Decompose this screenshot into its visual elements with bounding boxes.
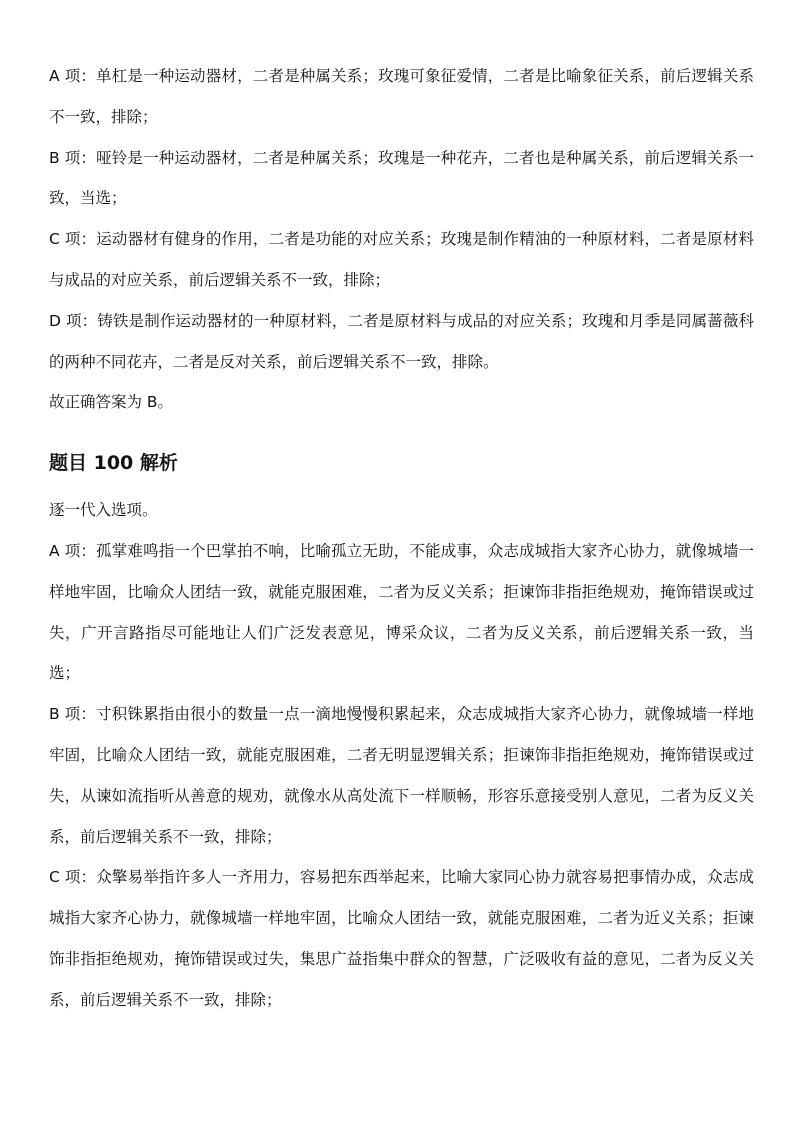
- option-a-analysis: A 项：孤掌难鸣指一个巴掌拍不响，比喻孤立无助，不能成事，众志成城指大家齐心协力，就像城墙一样地牢固，比喻众人团结一致，就能克服困难，二者为反义关系；拒谏饰非指拒绝规劝，掩饰错误或过失，广开言路指尽可能地让人们广泛发表意见，博采众议，二者为反义关系，前后逻辑关系一致，当选；: [49, 541, 754, 683]
- option-d-analysis: D 项：铸铁是制作运动器材的一种原材料，二者是原材料与成品的对应关系；玫瑰和月季是同属蔷薇科的两种不同花卉，二者是反对关系，前后逻辑关系不一致，排除。: [49, 311, 754, 371]
- correct-answer-line: 故正确答案为 B。: [49, 393, 174, 412]
- section-heading: 题目 100 解析: [49, 452, 178, 475]
- document-page: [49, 56, 754, 1021]
- option-a-analysis: A 项：单杠是一种运动器材，二者是种属关系；玫瑰可象征爱情，二者是比喻象征关系，前后逻辑关系不一致，排除；: [49, 67, 754, 126]
- option-b-analysis: B 项：哑铃是一种运动器材，二者是种属关系；玫瑰是一种花卉，二者也是种属关系，前后逻辑关系一致，当选；: [49, 148, 754, 208]
- question-100-section: [49, 448, 754, 1020]
- intro-line: 逐一代入选项。: [49, 501, 158, 520]
- option-b-analysis: B 项：寸积铢累指由很小的数量一点一滴地慢慢积累起来，众志成城指大家齐心协力，就像城墙一样地牢固，比喻众人团结一致，就能克服困难，二者无明显逻辑关系；拒谏饰非指拒绝规劝，掩饰错误或过失，从谏如流指听从善意的规劝，就像水从高处流下一样顺畅，形容乐意接受别人意见，二者为反义关系，前后逻辑关系不一致，排除；: [49, 705, 754, 846]
- option-c-analysis: C 项：运动器材有健身的作用，二者是功能的对应关系；玫瑰是制作精油的一种原材料，二者是原材料与成品的对应关系，前后逻辑关系不一致，排除；: [49, 230, 754, 289]
- option-c-analysis: C 项：众擎易举指许多人一齐用力，容易把东西举起来，比喻大家同心协力就容易把事情办成，众志成城指大家齐心协力，就像城墙一样地牢固，比喻众人团结一致，就能克服困难，二者为近义关系；拒谏饰非指拒绝规劝，掩饰错误或过失，集思广益指集中群众的智慧，广泛吸收有益的意见，二者为反义关系，前后逻辑关系不一致，排除；: [49, 868, 754, 1009]
- answer-analysis-section: [49, 56, 754, 423]
